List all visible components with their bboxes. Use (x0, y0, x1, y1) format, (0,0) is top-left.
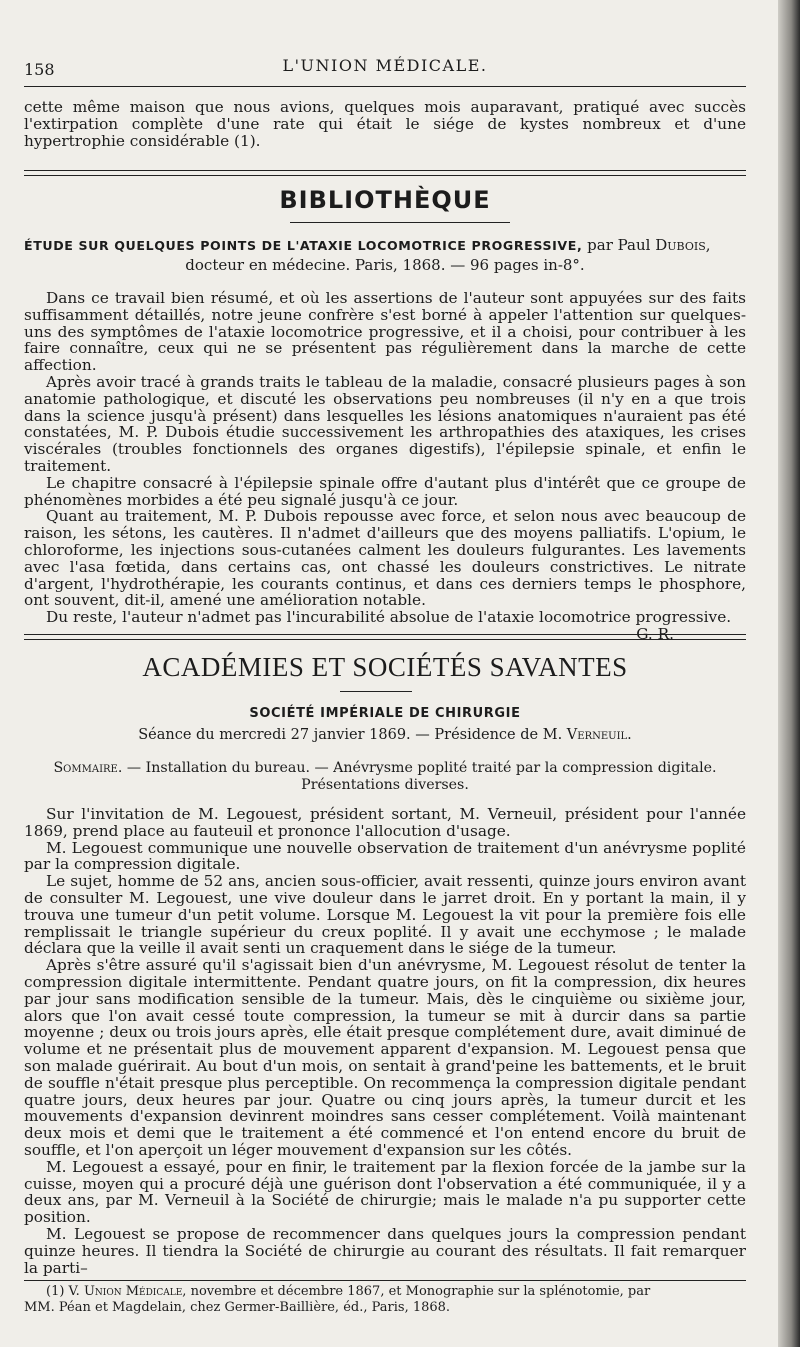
academies-heading: ACADÉMIES ET SOCIÉTÉS SAVANTES (142, 652, 628, 682)
sommaire-line-2: Présentations diverses. (301, 776, 469, 793)
footnote-rule (24, 1280, 746, 1281)
academies-body (24, 806, 746, 1276)
book-author: Dubois, (655, 236, 711, 254)
footnote-journal: Union Médicale, (83, 1284, 187, 1299)
society-name: SOCIÉTÉ IMPÉRIALE DE CHIRURGIE (249, 706, 521, 721)
acad-paragraph-5: M. Legouest a essayé, pour en finir, le traitement par la flexion forcée de la jambe sur la cuisse, moyen qui a procuré déjà une guérison dont l'observation a été communiquée, il y a deux ans, par M. Verneuil à la Société de chirurgie; mais le malade n'a pu supporter cette position. (24, 1157, 746, 1227)
acad-paragraph-3: Le sujet, homme de 52 ans, ancien sous-officier, avait ressenti, quinze jours environ avant de consulter M. Legouest, une vive douleur dans le jarret droit. En y portant la main, il y trouva une tumeur d'un petit volume. Lorsque M. Legouest la vit pour la première fois elle remplissait le triangle supérieur du creux poplité. Il y avait une ecchymose ; le malade déclara que la veille il avait senti un craquement dans le siége de la tumeur. (24, 872, 746, 958)
intro-paragraph: cette même maison que nous avions, quelques mois auparavant, pratiqué avec succès l'extirpation complète d'une rate qui était le siége de kystes nombreux et d'une hypertrophie considérable (1). (24, 98, 746, 150)
acad-paragraph-6: M. Legouest se propose de recommencer dans quelques jours la compression pendant quinze heures. Il tiendra la Société de chirurgie au courant des résultats. Il fait remarquer la parti– (24, 1224, 746, 1277)
book-title: ÉTUDE SUR QUELQUES POINTS DE L'ATAXIE LOCOMOTRICE PROGRESSIVE, (24, 238, 583, 253)
footnote-line-2: MM. Péan et Magdelain, chez Germer-Baillière, éd., Paris, 1868. (24, 1299, 451, 1315)
section-rule-top (24, 170, 746, 171)
sommaire-label: Sommaire. (53, 760, 123, 776)
bibliotheque-body (24, 290, 746, 643)
society-header (24, 706, 746, 744)
section-rule-mid-2 (24, 639, 746, 640)
bib-paragraph-2: Après avoir tracé à grands traits le tableau de la maladie, consacré plusieurs pages à son anatomie pathologique, et discuté les observations peu nombreuses (il n'y en a que trois dans la science jusqu'à présent) dans lesquelles les lésions anatomiques n'auraient pas été constatées, M. P. Dubois étudie successivement les arthropathies des ataxiques, les crises viscérales (troubles fonctionnels des organes digestifs), l'épilepsie spinale, et enfin le traitement. (24, 372, 746, 475)
running-title: L'UNION MÉDICALE. (282, 56, 488, 75)
intro-paragraph-block (24, 99, 746, 149)
book-author-prefix: par Paul (587, 236, 651, 254)
bibliotheque-heading-block (24, 186, 746, 214)
academies-underline (340, 691, 412, 692)
sommaire-block (24, 760, 746, 793)
page-number: 158 (24, 60, 55, 79)
acad-paragraph-1: Sur l'invitation de M. Legouest, président sortant, M. Verneuil, président pour l'année 1869, prend place au fauteuil et prononce l'allocution d'usage. (24, 805, 746, 840)
session-president: Verneuil. (566, 727, 632, 743)
header-rule (24, 86, 746, 87)
section-rule-mid (24, 634, 746, 635)
bibliotheque-heading: BIBLIOTHÈQUE (279, 186, 491, 214)
section-rule-top-2 (24, 175, 746, 176)
bib-paragraph-1: Dans ce travail bien résumé, et où les assertions de l'auteur sont appuyées sur des faits suffisamment détaillés, notre jeune confrère s'est borné à appeler l'attention sur quelques-uns des symptômes de l'ataxie locomotrice progressive, et il a choisi, pour contribuer à les faire connaître, ceux qui ne se présentent pas régulièrement dans la marche de cette affection. (24, 289, 746, 375)
running-header (24, 50, 746, 80)
page-edge (778, 0, 800, 1347)
bib-signature: G. R. (636, 624, 674, 643)
footnote-marker: (1) V. (46, 1284, 80, 1299)
bib-paragraph-5: Du reste, l'auteur n'admet pas l'incurabilité absolue de l'ataxie locomotrice progressive. (46, 608, 732, 627)
sommaire-text: — Installation du bureau. — Anévrysme poplité traité par la compression digitale. (126, 760, 717, 776)
bibliotheque-underline (290, 222, 510, 223)
acad-paragraph-2: M. Legouest communique une nouvelle observation de traitement d'un anévrysme poplité par la compression digitale. (24, 838, 746, 874)
book-details: docteur en médecine. Paris, 1868. — 96 pages in-8°. (185, 256, 585, 274)
session-line: Séance du mercredi 27 janvier 1869. — Présidence de M. (138, 727, 563, 743)
book-reference (24, 236, 746, 274)
bib-paragraph-3: Le chapitre consacré à l'épilepsie spinale offre d'autant plus d'intérêt que ce groupe de phénomènes morbides a été peu signalé jusqu'à ce jour. (24, 473, 746, 509)
footnote-line-1: novembre et décembre 1867, et Monographie sur la splénotomie, par (190, 1284, 651, 1299)
academies-heading-block (24, 652, 746, 683)
bib-paragraph-4: Quant au traitement, M. P. Dubois repousse avec force, et selon nous avec beaucoup de raison, les sétons, les cautères. Il n'admet d'ailleurs que des moyens palliatifs. L'opium, le chloroforme, les injections sous-cutanées calment les douleurs fulgurantes. Les lavements avec l'asa fœtida, dans certains cas, ont chassé les douleurs constrictives. Le nitrate d'argent, l'hydrothérapie, les courants continus, et dans ces derniers temps le phosphore, ont souvent, dit-il, amené une amélioration notable. (24, 507, 746, 610)
footnote (24, 1284, 746, 1315)
acad-paragraph-4: Après s'être assuré qu'il s'agissait bien d'un anévrysme, M. Legouest résolut de tenter la compression digitale intermittente. Pendant quatre jours, on fit la compression, dix heures par jour sans modification sensible de la tumeur. Mais, dès le cinquième ou sixième jour, alors que l'on avait cessé toute compression, la tumeur se mit à durcir dans sa partie moyenne ; deux ou trois jours après, elle était presque complétement dure, avait diminué de volume et ne présentait plus de mouvement apparent d'expansion. M. Legouest pensa que son malade guérirait. Au bout d'un mois, on sentait à grand'peine les battements, et le bruit de souffle n'était presque plus perceptible. On recommença la compression digitale pendant quatre jours, deux heures par jour. Quatre ou cinq jours après, la tumeur durcit et les mouvements d'expansion devinrent moindres sans cesser complétement. Voilà maintenant deux mois et demi que le traitement a été commencé et l'on entend encore du bruit de souffle, et l'on aperçoit un léger mouvement d'expansion sur les côtés. (24, 956, 746, 1159)
